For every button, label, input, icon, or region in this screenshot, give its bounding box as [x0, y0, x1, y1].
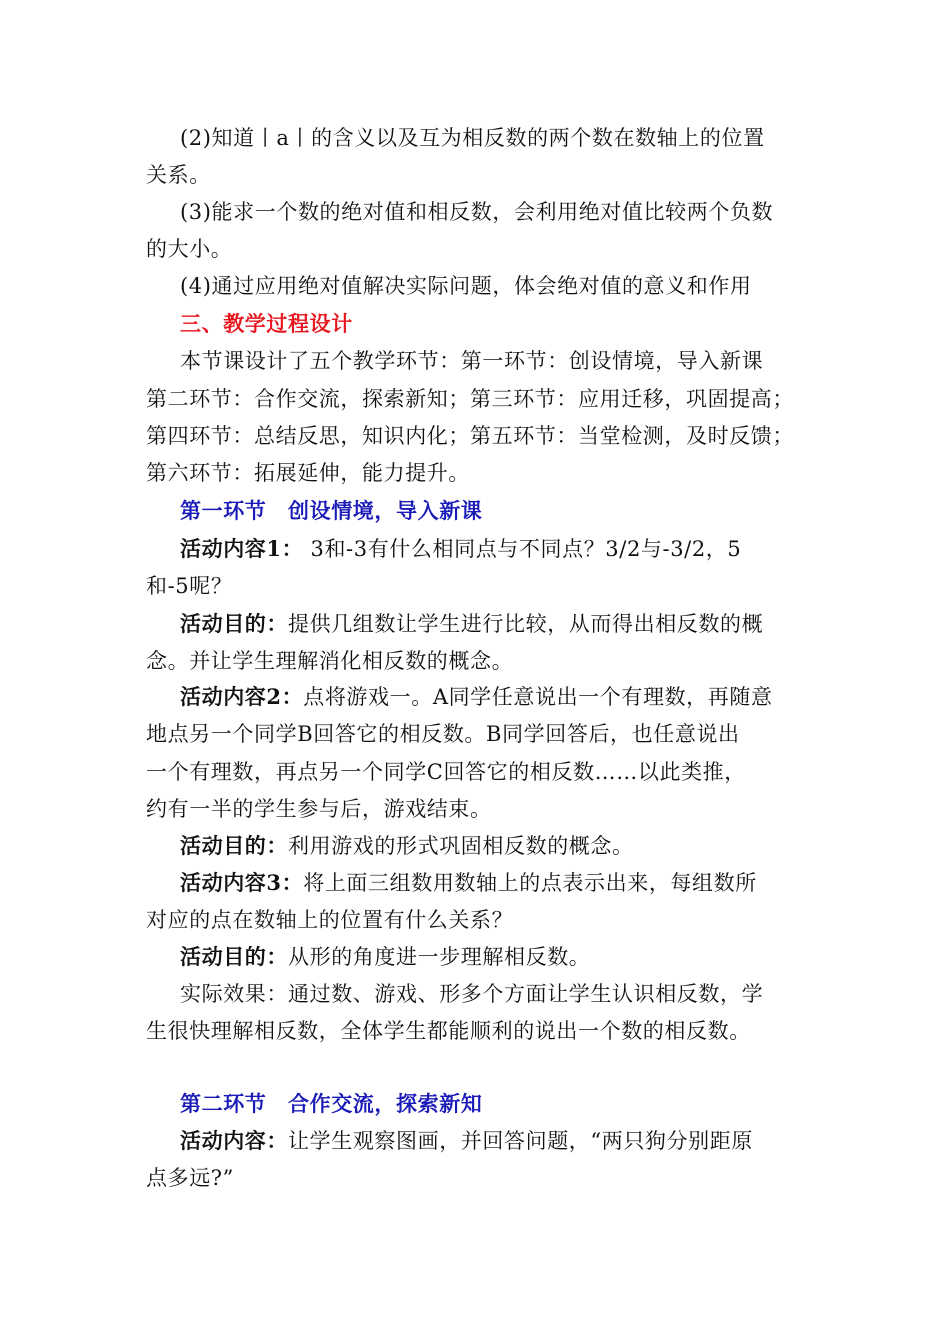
activity-content-1 — [180, 534, 860, 564]
label: 活动目的： — [180, 944, 288, 969]
objective-3-line1: (3)能求一个数的绝对值和相反数，会利用绝对值比较两个负数 — [180, 200, 774, 224]
actual-effect-cont: 生很快理解相反数，全体学生都能顺利的说出一个数的相反数。 — [146, 1019, 751, 1043]
actual-effect: 实际效果：通过数、游戏、形多个方面让学生认识相反数，学 — [180, 982, 764, 1006]
objective-3-line2: 的大小。 — [146, 237, 233, 261]
text: 将上面三组数用数轴上的点表示出来，每组数所 — [303, 871, 757, 895]
section-heading: 三、教学过程设计 — [180, 311, 353, 336]
objective-2-line1: (2)知道丨a丨的含义以及互为相反数的两个数在数轴上的位置 — [180, 126, 765, 150]
label: 活动内容1： — [180, 536, 304, 561]
activity-content-2-cont: 约有一半的学生参与后，游戏结束。 — [146, 797, 492, 821]
stage1-heading: 第一环节 创设情境，导入新课 — [180, 498, 483, 523]
text: 利用游戏的形式巩固相反数的概念。 — [288, 834, 634, 858]
activity-content-3-cont: 对应的点在数轴上的位置有什么关系？ — [146, 908, 514, 932]
text: 点将游戏一。A同学任意说出一个有理数，再随意 — [303, 685, 773, 709]
activity-content-2 — [180, 682, 860, 712]
stage2-activity-content — [180, 1126, 860, 1156]
label: 活动内容2： — [180, 684, 304, 709]
intro-line: 第四环节：总结反思，知识内化；第五环节：当堂检测，及时反馈； — [146, 424, 794, 448]
label: 活动目的： — [180, 833, 288, 858]
intro-line: 本节课设计了五个教学环节：第一环节：创设情境，导入新课 — [180, 349, 764, 373]
activity-goal-2 — [180, 831, 860, 861]
text: 3和-3有什么相同点与不同点？3/2与-3/2，5 — [303, 537, 742, 561]
objective-4: (4)通过应用绝对值解决实际问题，体会绝对值的意义和作用 — [180, 274, 752, 298]
intro-line: 第六环节：拓展延伸，能力提升。 — [146, 461, 470, 485]
activity-goal-3 — [180, 942, 860, 972]
stage2-heading: 第二环节 合作交流，探索新知 — [180, 1091, 483, 1116]
activity-goal-1 — [180, 609, 860, 639]
text: 从形的角度进一步理解相反数。 — [288, 945, 591, 969]
activity-content-2-cont: 地点另一个同学B回答它的相反数。B同学回答后，也任意说出 — [146, 722, 740, 746]
label: 活动目的： — [180, 611, 288, 636]
activity-content-3 — [180, 868, 860, 898]
text: 让学生观察图画，并回答问题，“两只狗分别距原 — [288, 1129, 753, 1153]
label: 活动内容3： — [180, 870, 304, 895]
activity-content-1-cont: 和-5呢？ — [146, 574, 233, 598]
intro-line: 第二环节：合作交流，探索新知；第三环节：应用迁移，巩固提高； — [146, 387, 794, 411]
objective-2-line2: 关系。 — [146, 163, 211, 187]
stage2-activity-content-cont: 点多远?” — [146, 1166, 234, 1190]
activity-goal-1-cont: 念。并让学生理解消化相反数的概念。 — [146, 649, 514, 673]
text: 提供几组数让学生进行比较，从而得出相反数的概 — [288, 612, 764, 636]
activity-content-2-cont: 一个有理数，再点另一个同学C回答它的相反数……以此类推， — [146, 760, 746, 784]
label: 活动内容： — [180, 1128, 288, 1153]
